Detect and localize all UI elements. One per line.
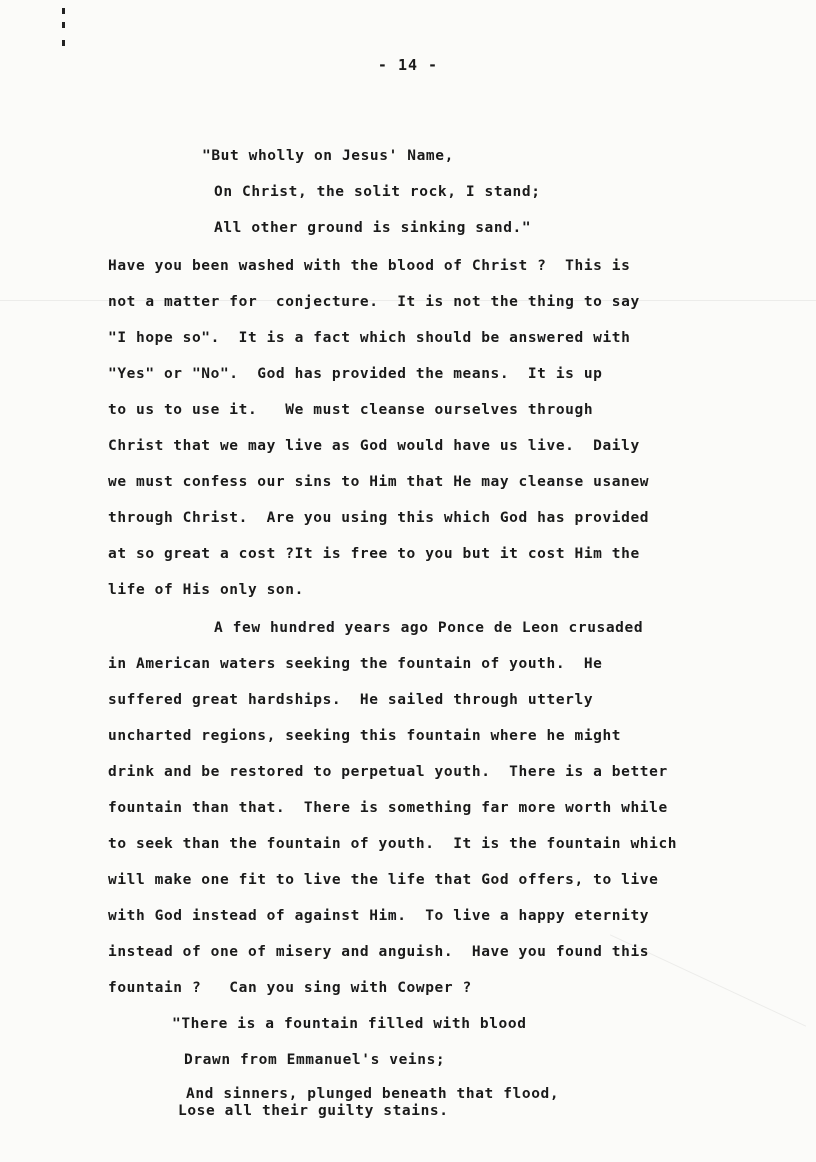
hymn-line: And sinners, plunged beneath that flood, (186, 1086, 560, 1102)
punch-mark (62, 40, 65, 46)
body-line: in American waters seeking the fountain of youth. He (108, 656, 603, 672)
punch-mark (62, 22, 65, 28)
body-line: to seek than the fountain of youth. It is the fountain which (108, 836, 678, 852)
hymn-line: "But wholly on Jesus' Name, (202, 148, 454, 164)
body-line: A few hundred years ago Ponce de Leon crusaded (214, 620, 644, 636)
body-line: fountain ? Can you sing with Cowper ? (108, 980, 472, 996)
hymn-line: "There is a fountain filled with blood (172, 1016, 527, 1032)
body-line: with God instead of against Him. To live a happy eternity (108, 908, 650, 924)
body-line: through Christ. Are you using this which God has provided (108, 510, 650, 526)
body-line: drink and be restored to perpetual youth. There is a better (108, 764, 668, 780)
body-line: to us to use it. We must cleanse ourselves through (108, 402, 594, 418)
hymn-line: On Christ, the solit rock, I stand; (214, 184, 541, 200)
body-line: at so great a cost ?It is free to you but it cost Him the (108, 546, 640, 562)
hymn-line: Lose all their guilty stains. (178, 1103, 449, 1119)
body-line: instead of one of misery and anguish. Have you found this (108, 944, 650, 960)
body-line: life of His only son. (108, 582, 304, 598)
body-line: Christ that we may live as God would have us live. Daily (108, 438, 640, 454)
body-line: uncharted regions, seeking this fountain where he might (108, 728, 622, 744)
hymn-line: Drawn from Emmanuel's veins; (184, 1052, 446, 1068)
hymn-line: All other ground is sinking sand." (214, 220, 532, 236)
body-line: Have you been washed with the blood of Christ ? This is (108, 258, 631, 274)
body-line: fountain than that. There is something far more worth while (108, 800, 668, 816)
body-line: "I hope so". It is a fact which should be answered with (108, 330, 631, 346)
page-number: - 14 - (377, 56, 439, 74)
body-line: "Yes" or "No". God has provided the means. It is up (108, 366, 603, 382)
body-line: we must confess our sins to Him that He may cleanse usanew (108, 474, 650, 490)
punch-mark (62, 8, 65, 14)
body-line: will make one fit to live the life that God offers, to live (108, 872, 659, 888)
body-line: suffered great hardships. He sailed through utterly (108, 692, 594, 708)
body-line: not a matter for conjecture. It is not the thing to say (108, 294, 640, 310)
